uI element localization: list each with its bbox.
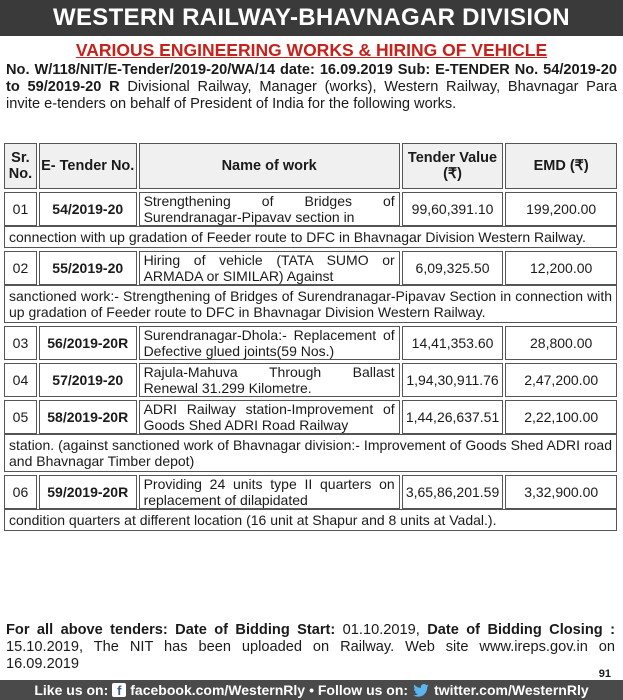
tender-no: 55/2019-20 — [39, 251, 137, 285]
bidding-start-date: 01.10.2019, — [335, 622, 428, 638]
notice-reference: No. W/118/NIT/E-Tender/2019-20/WA/14 date: 16.09.2019 Sub: E-TENDER No. 54/2019-20 to 59/2019-20 R — [6, 62, 617, 95]
header-emd: EMD (₹) — [505, 143, 617, 189]
tender-value: 99,60,391.10 — [402, 192, 504, 226]
work-continuation: connection with up gradation of Feeder route to DFC in Bhavnagar Division Western Railway. — [4, 226, 617, 248]
tender-value: 1,44,26,637.51 — [402, 400, 504, 434]
table-row — [4, 326, 617, 360]
table-row — [4, 192, 617, 226]
sr-no: 04 — [4, 363, 37, 397]
tender-no: 56/2019-20R — [39, 326, 137, 360]
bidding-closing-label: Date of Bidding Closing : — [427, 622, 615, 638]
tender-value: 1,94,30,911.76 — [402, 363, 504, 397]
tender-table — [4, 143, 617, 531]
table-row — [4, 475, 617, 509]
tender-no: 54/2019-20 — [39, 192, 137, 226]
table-row — [4, 251, 617, 285]
work-name: Hiring of vehicle (TATA SUMO or ARMADA or SIMILAR) Against — [139, 251, 400, 285]
work-name: Rajula-Mahuva Through Ballast Renewal 31.299 Kilometre. — [139, 363, 400, 397]
tender-value: 3,65,86,201.59 — [402, 475, 504, 509]
tender-no: 57/2019-20 — [39, 363, 137, 397]
header-tender-no: E- Tender No. — [39, 143, 137, 189]
notice-intro — [6, 62, 617, 113]
emd-value: 2,22,100.00 — [505, 400, 617, 434]
sr-no: 01 — [4, 192, 37, 226]
header-sr: Sr. No. — [4, 143, 37, 189]
header-tender-value: Tender Value (₹) — [402, 143, 504, 189]
notice-intro-text: Divisional Railway, Manager (works), Western Railway, Bhavnagar Para invite e-tenders on behalf of President of India for the following works. — [6, 79, 617, 112]
facebook-link[interactable]: facebook.com/WesternRly — [130, 682, 306, 698]
tender-value: 14,41,353.60 — [402, 326, 504, 360]
table-header — [4, 143, 617, 189]
work-continuation: station. (against sanctioned work of Bhavnagar division:- Improvement of Goods Shed ADRI road and Bhavnagar Timber depot) — [4, 434, 617, 472]
work-name: ADRI Railway station-Improvement of Goods Shed ADRI Road Railway — [139, 400, 400, 434]
tender-no: 59/2019-20R — [39, 475, 137, 509]
twitter-link[interactable]: twitter.com/WesternRly — [434, 682, 589, 698]
follow-label: • Follow us on: — [309, 682, 409, 698]
table-row — [4, 400, 617, 434]
table-row — [4, 363, 617, 397]
social-bar — [0, 680, 623, 700]
header-name-of-work: Name of work — [139, 143, 400, 189]
like-label: Like us on: — [34, 682, 109, 698]
sr-no: 06 — [4, 475, 37, 509]
bidding-start-label: For all above tenders: Date of Bidding Start: — [6, 622, 336, 638]
tender-value: 6,09,325.50 — [402, 251, 504, 285]
bidding-closing-text: 15.10.2019, The NIT has been uploaded on Railway. Web site www.ireps.gov.in on 16.09.2019 — [6, 639, 615, 672]
bidding-dates — [6, 622, 615, 673]
work-name: Providing 24 units type II quarters on replacement of dilapidated — [139, 475, 400, 509]
work-name: Surendranagar-Dhola:- Replacement of Defective glued joints(59 Nos.) — [139, 326, 400, 360]
facebook-icon: f — [112, 683, 126, 697]
sr-no: 03 — [4, 326, 37, 360]
work-continuation: condition quarters at different location (16 unit at Shapur and 8 units at Vadal.). — [4, 509, 617, 531]
emd-value: 3,32,900.00 — [505, 475, 617, 509]
tender-no: 58/2019-20R — [39, 400, 137, 434]
sr-no: 05 — [4, 400, 37, 434]
emd-value: 199,200.00 — [505, 192, 617, 226]
work-name: Strengthening of Bridges of Surendranagar-Pipavav section in — [139, 192, 400, 226]
emd-value: 2,47,200.00 — [505, 363, 617, 397]
work-continuation: sanctioned work:- Strengthening of Bridges of Surendranagar-Pipavav Section in connection with up gradation of Feeder route to DFC in Bhavnagar Division Western Railway. — [4, 285, 617, 323]
page-number: 91 — [598, 668, 611, 680]
notice-subtitle: VARIOUS ENGINEERING WORKS & HIRING OF VEHICLE — [75, 40, 548, 60]
twitter-icon — [412, 683, 430, 697]
emd-value: 12,200.00 — [505, 251, 617, 285]
sr-no: 02 — [4, 251, 37, 285]
division-banner: WESTERN RAILWAY-BHAVNAGAR DIVISION — [0, 0, 623, 36]
emd-value: 28,800.00 — [505, 326, 617, 360]
